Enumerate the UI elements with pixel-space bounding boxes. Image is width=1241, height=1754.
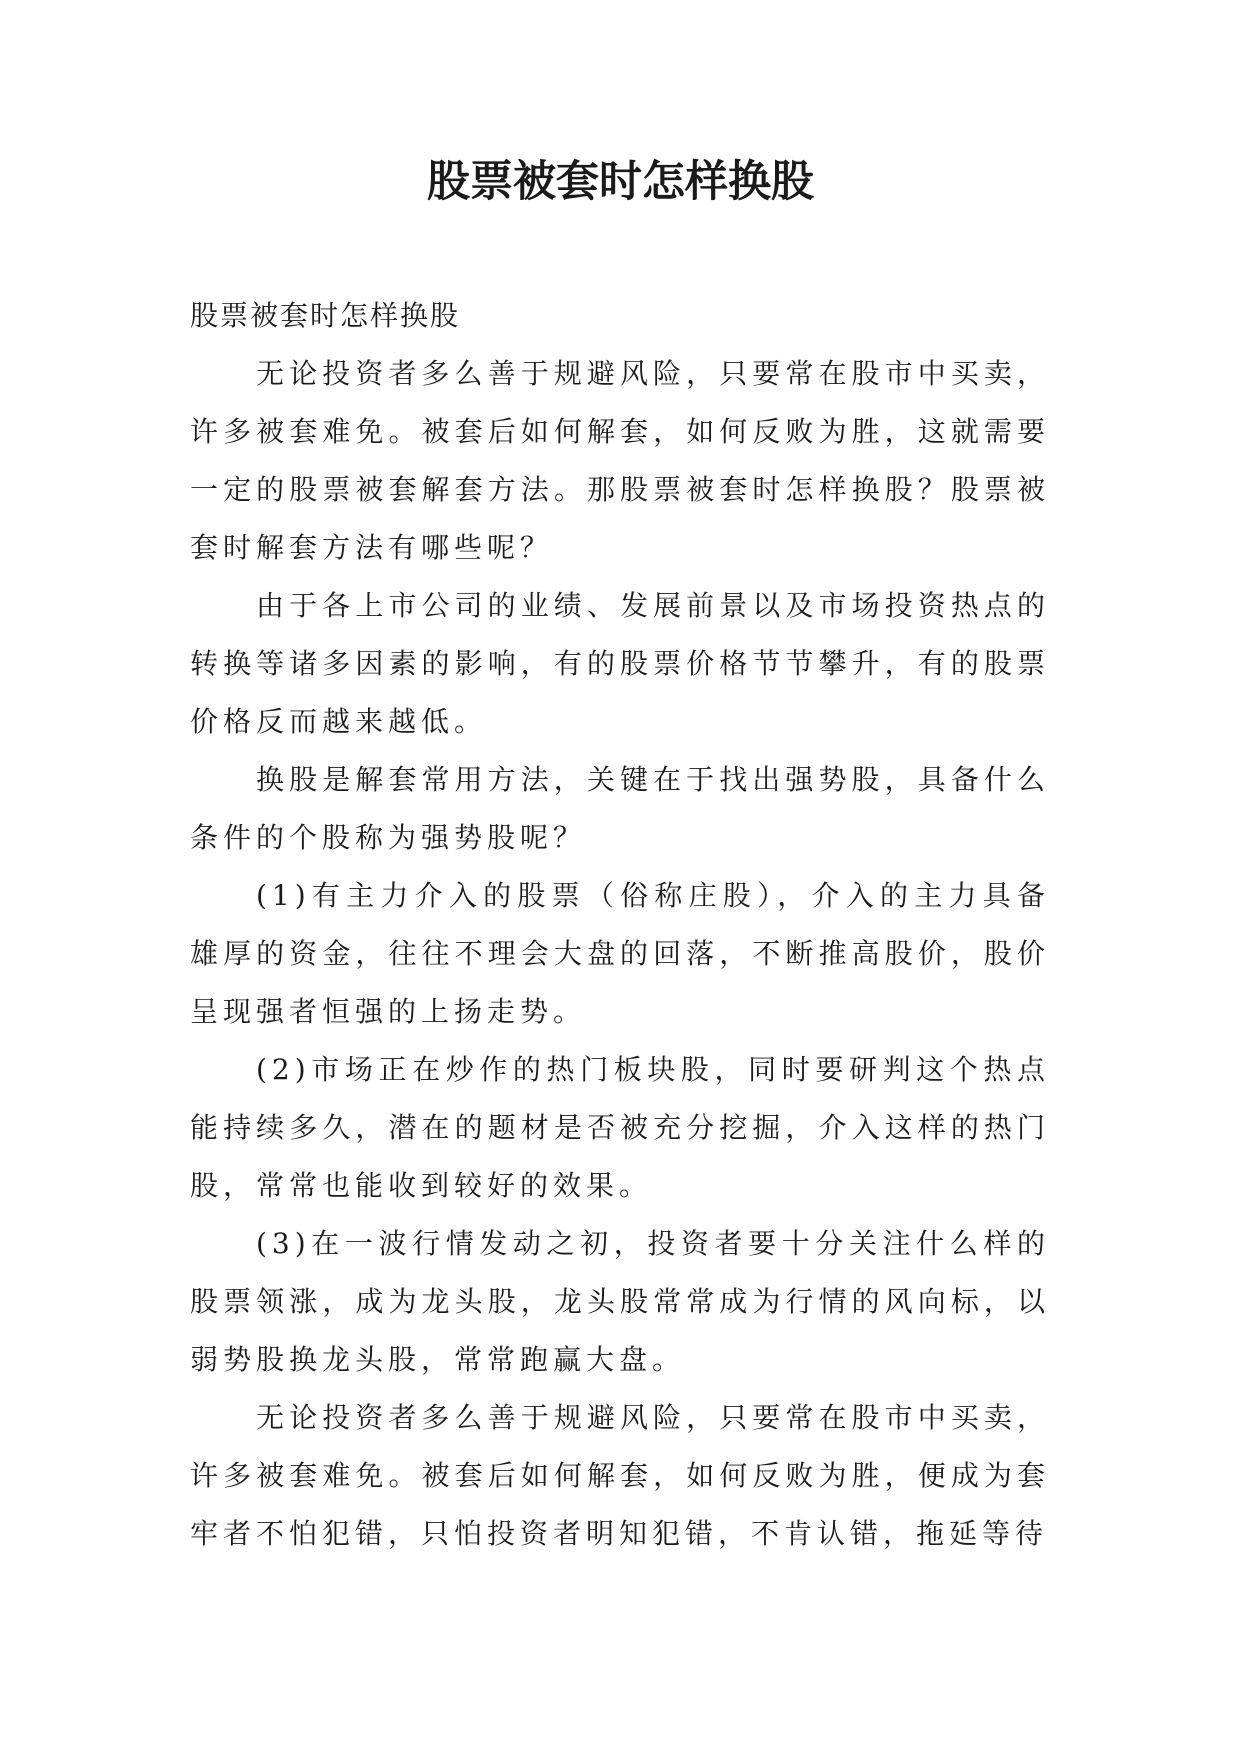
paragraph-strong-stock: 换股是解套常用方法，关键在于找出强势股，具备什么条件的个股称为强势股呢？: [190, 763, 1050, 854]
paragraph-point-3: (3)在一波行情发动之初，投资者要十分关注什么样的股票领涨，成为龙头股，龙头股常常成为行情的风向标，以弱势股换龙头股，常常跑赢大盘。: [190, 1227, 1050, 1376]
document-subtitle: 股票被套时怎样换股: [190, 299, 461, 332]
document-body: [190, 287, 1050, 1563]
paragraph-conclusion: 无论投资者多么善于规避风险，只要常在股市中买卖，许多被套难免。被套后如何解套，如何反败为胜，便成为套牢者不怕犯错，只怕投资者明知犯错，不肯认错，拖延等待: [190, 1401, 1050, 1550]
paragraph-causes: 由于各上市公司的业绩、发展前景以及市场投资热点的转换等诸多因素的影响，有的股票价格节节攀升，有的股票价格反而越来越低。: [190, 589, 1050, 738]
paragraph-point-2: (2)市场正在炒作的热门板块股，同时要研判这个热点能持续多久，潜在的题材是否被充分挖掘，介入这样的热门股，常常也能收到较好的效果。: [190, 1053, 1050, 1202]
paragraph-intro: 无论投资者多么善于规避风险，只要常在股市中买卖，许多被套难免。被套后如何解套，如何反败为胜，这就需要一定的股票被套解套方法。那股票被套时怎样换股？股票被套时解套方法有哪些呢？: [190, 357, 1050, 564]
paragraph-point-1: (1)有主力介入的股票（俗称庄股），介入的主力具备雄厚的资金，往往不理会大盘的回落，不断推高股价，股价呈现强者恒强的上扬走势。: [190, 879, 1050, 1028]
document-title: 股票被套时怎样换股: [427, 157, 814, 207]
